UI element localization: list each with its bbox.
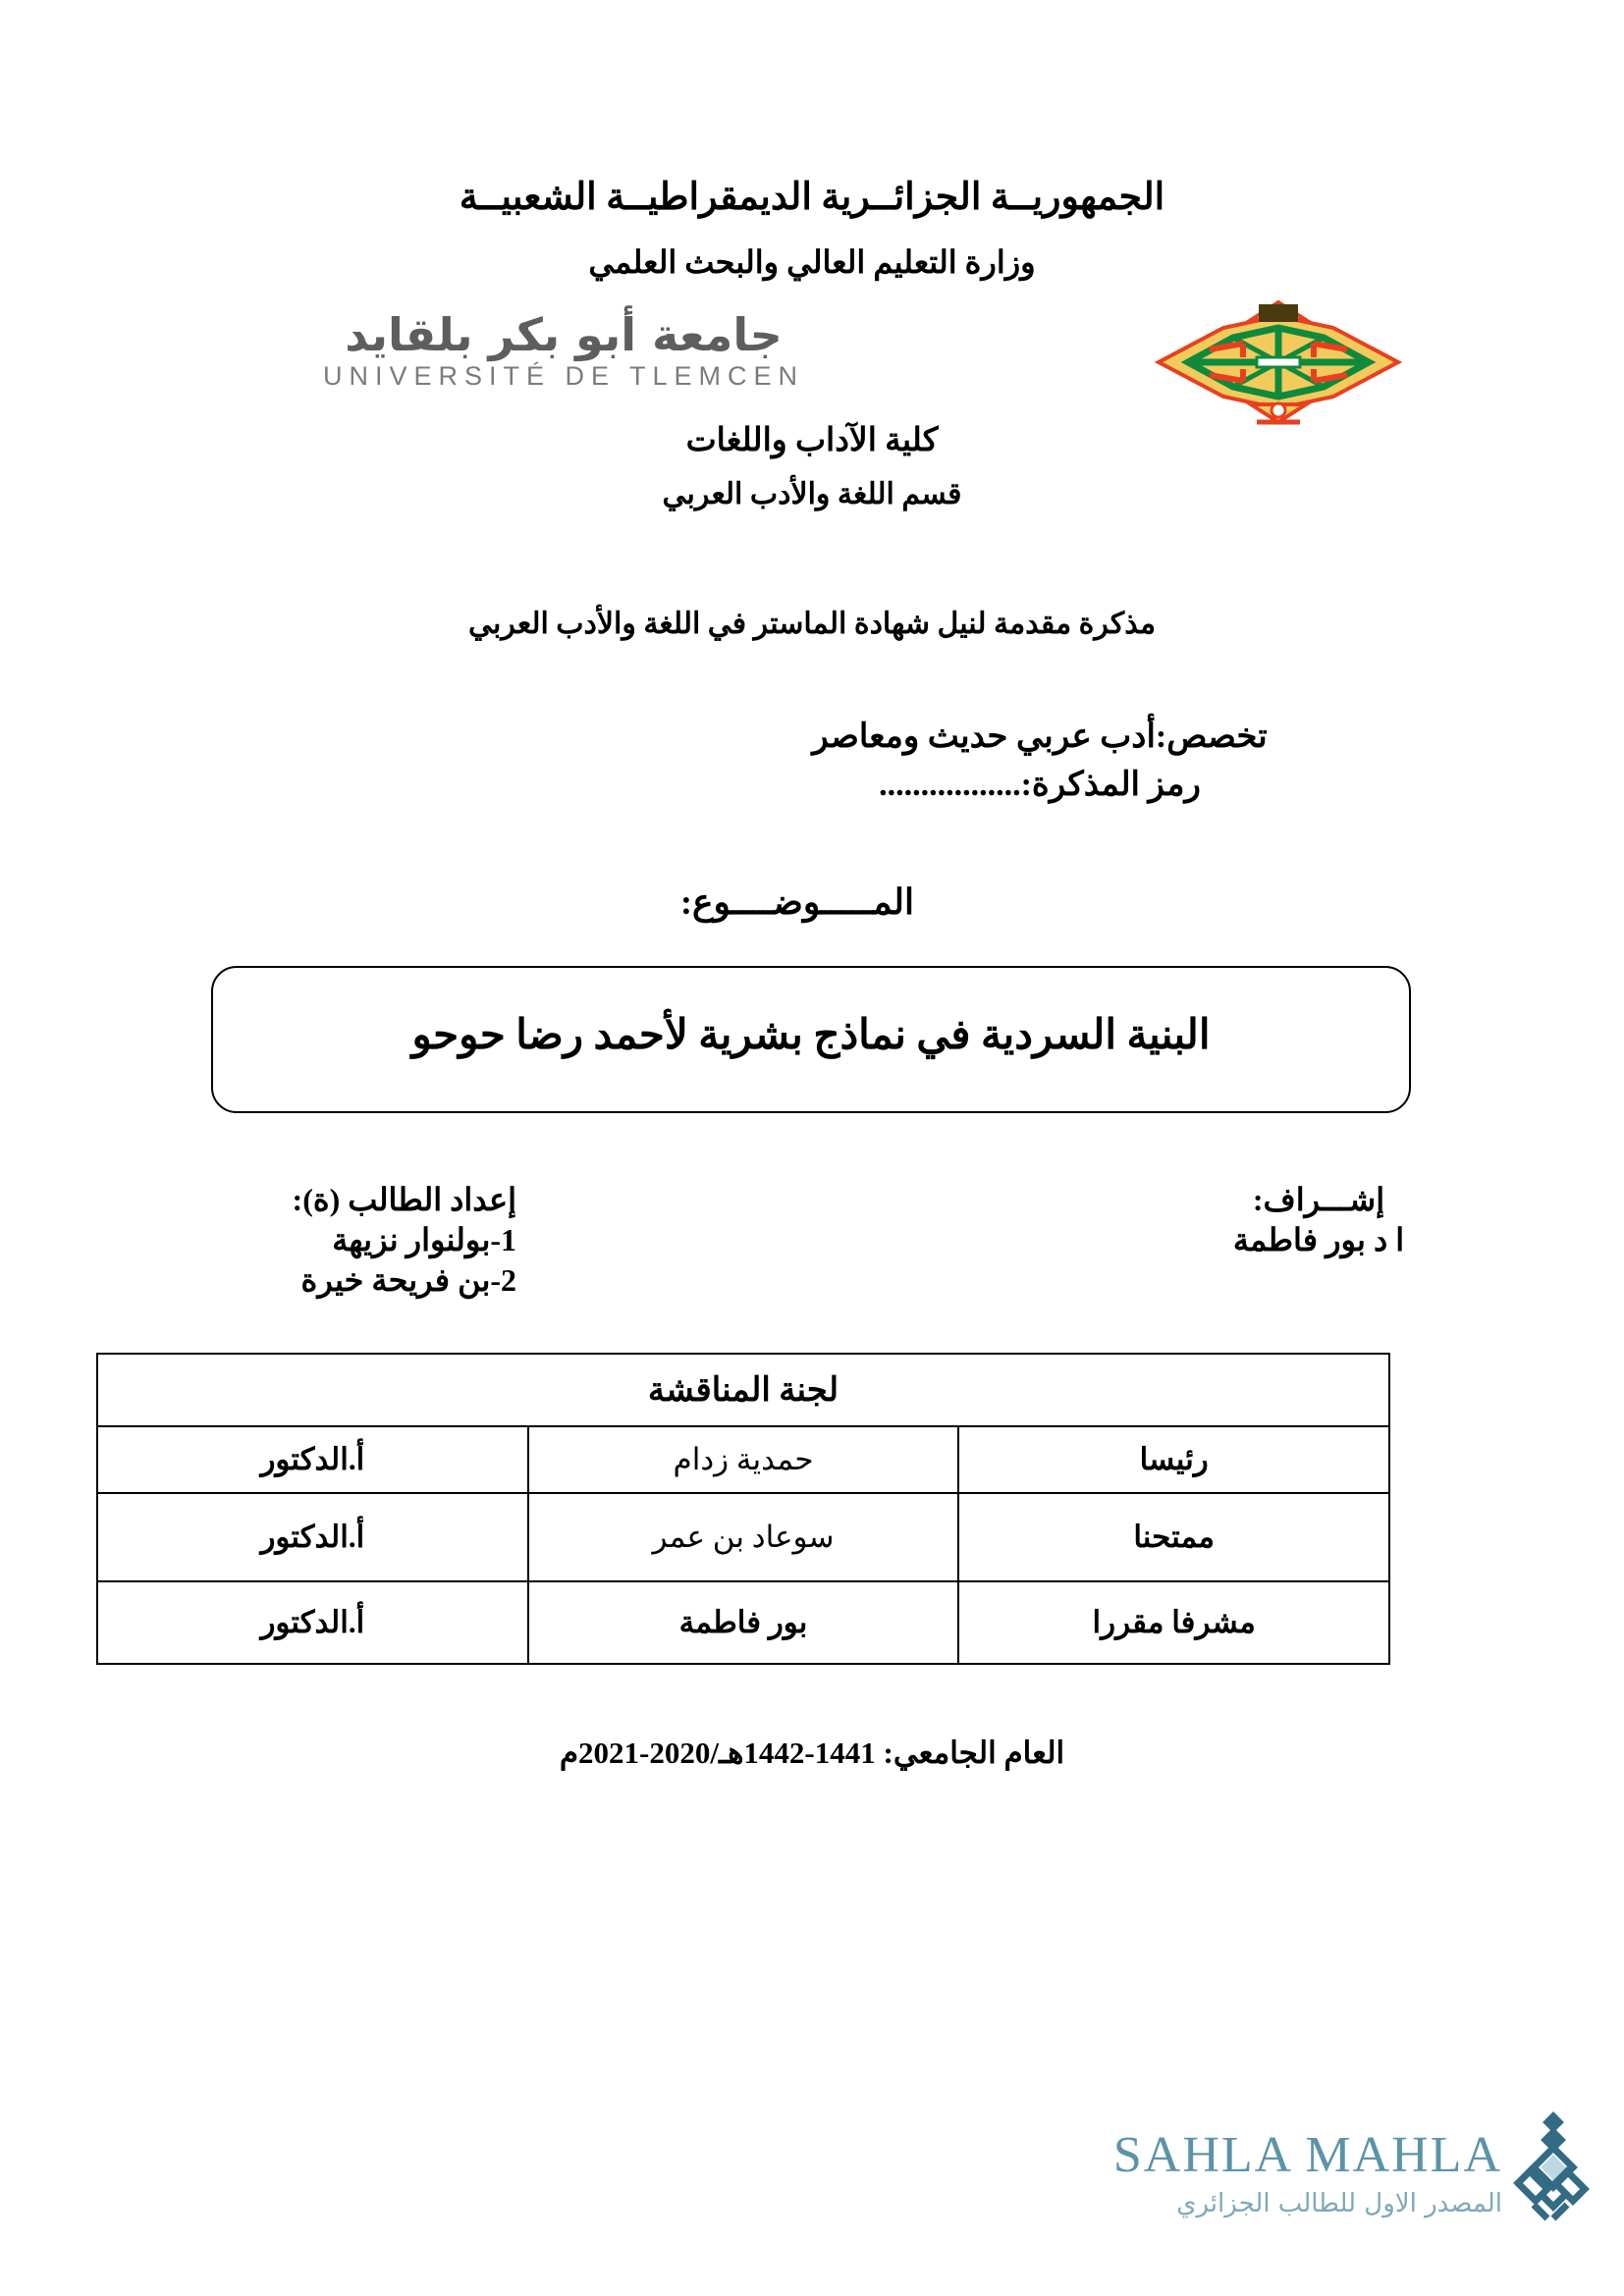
national-header-line-1: الجمهوريــة الجزائــرية الديمقراطيــة الشعبيــة <box>459 177 1165 218</box>
department-name: قسم اللغة والأدب العربي <box>662 478 962 510</box>
table-row <box>97 1426 1389 1493</box>
thesis-title-box <box>211 966 1411 1113</box>
university-wordmark-arabic: جامعة أبو بكر بلقايد <box>345 308 783 361</box>
university-wordmark <box>132 308 996 392</box>
brand-name: SAHLA MAHLA <box>1112 2127 1502 2183</box>
jury-role-2: ممتحنا <box>958 1493 1389 1581</box>
university-wordmark-french: UNIVERSITÉ DE TLEMCEN <box>322 361 805 391</box>
jury-role-1: رئيسا <box>958 1426 1389 1493</box>
academic-year: العام الجامعي: 1441-1442هـ/2020-2021م <box>559 1735 1065 1770</box>
subject-label: المـــــوضــــوع: <box>680 882 914 922</box>
student-name-2: 2-بن فريحة خيرة <box>300 1261 516 1298</box>
jury-table <box>96 1353 1390 1665</box>
specialization-text: تخصص:أدب عربي حديث ومعاصر <box>812 719 1268 755</box>
people-section <box>94 1180 1530 1301</box>
jury-caption-row <box>97 1354 1389 1426</box>
students-column <box>94 1180 516 1301</box>
national-header-line-2: وزارة التعليم العالي والبحث العلمي <box>588 244 1036 280</box>
degree-statement: مذكرة مقدمة لنيل شهادة الماستر في اللغة والأدب العربي <box>467 608 1157 640</box>
jury-title-2: أ.الدكتور <box>97 1493 528 1581</box>
thesis-title: البنية السردية في نماذج بشرية لأحمد رضا حوحو <box>411 1012 1211 1058</box>
faculty-name: كلية الآداب واللغات <box>685 423 939 458</box>
students-heading: إعداد الطالب (ة): <box>292 1182 516 1217</box>
table-row <box>97 1581 1389 1664</box>
supervisor-name: ا د بور فاطمة <box>1232 1221 1405 1257</box>
jury-name-2: سوعاد بن عمر <box>528 1493 959 1581</box>
tlemcen-university-emblem-icon <box>1141 298 1416 426</box>
jury-role-3: مشرفا مقررا <box>958 1581 1389 1664</box>
supervisor-heading: إشـــراف: <box>1252 1182 1385 1217</box>
jury-caption: لجنة المناقشة <box>97 1354 1389 1426</box>
jury-title-3: أ.الدكتور <box>97 1581 528 1664</box>
jury-title-1: أ.الدكتور <box>97 1426 528 1493</box>
thesis-code-label: رمز المذكرة:................. <box>879 767 1201 804</box>
student-name-1: 1-بولنوار نزيهة <box>332 1221 516 1257</box>
sahla-mahla-logo-icon <box>1508 2110 1593 2228</box>
brand-tagline: المصدر الاول للطالب الجزائري <box>1176 2189 1502 2218</box>
table-row <box>97 1493 1389 1581</box>
sahla-mahla-watermark <box>1112 2099 1593 2246</box>
specialization-block <box>456 713 1624 810</box>
supervisor-column <box>1108 1180 1530 1301</box>
jury-name-3: بور فاطمة <box>528 1581 959 1664</box>
jury-name-1: حمدية زدام <box>528 1426 959 1493</box>
